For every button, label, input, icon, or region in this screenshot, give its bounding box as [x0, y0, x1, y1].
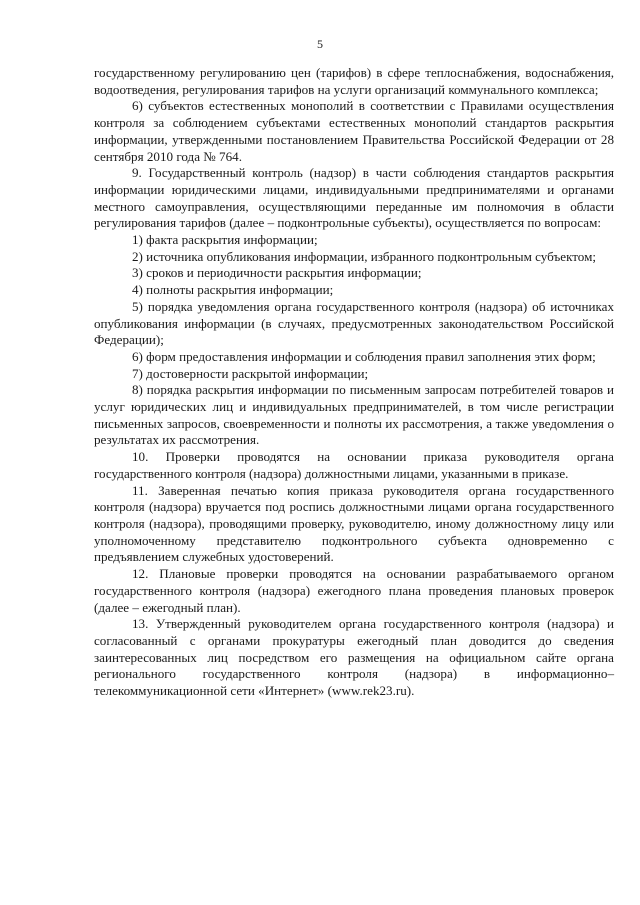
- paragraph-clause-13: 13. Утвержденный руководителем органа государственного контроля (надзора) и согласованный с органами прокуратуры ежегодный план доводится до сведения заинтересованных лиц посредством его размещения на официальном сайте органа регионального государственного контроля (надзора) в информационно–телекоммуникационной сети «Интернет» (www.rek23.ru).: [94, 616, 614, 699]
- list-item-7: 7) достоверности раскрытой информации;: [132, 365, 369, 381]
- paragraph-clause-9: 9. Государственный контроль (надзор) в части соблюдения стандартов раскрытия информации юридическими лицами, индивидуальными предпринимателями и органами местного самоуправления, осуществляющими переданные им полномочия в области регулирования тарифов (далее – подконтрольные субъекты), осуществляется по вопросам:: [94, 165, 614, 231]
- paragraph-item-6: 6) субъектов естественных монополий в соответствии с Правилами осуществления контроля за соблюдением субъектами естественных монополий стандартов раскрытия информации, утвержденными постановлением Правительства Российской Федерации от 28 сентября 2010 года № 764.: [94, 98, 614, 164]
- list-item-4: 4) полноты раскрытия информации;: [132, 282, 334, 298]
- list-item-1: 1) факта раскрытия информации;: [132, 232, 318, 248]
- paragraph-clause-10: 10. Проверки проводятся на основании приказа руководителя органа государственного контроля (надзора) должностными лицами, указанными в приказе.: [94, 449, 614, 481]
- list-item-5: 5) порядка уведомления органа государственного контроля (надзора) об источниках опубликования информации (в случаях, предусмотренных законодательством Российской Федерации);: [94, 298, 614, 348]
- list-item-6: 6) форм предоставления информации и соблюдения правил заполнения этих форм;: [132, 348, 596, 364]
- list-item-8: 8) порядка раскрытия информации по письменным запросам потребителей товаров и услуг юридических лиц и индивидуальных предпринимателей, в том числе регистрации письменных запросов, своевременности и полноты их рассмотрения, а также уведомления о результатах их рассмотрения.: [94, 382, 614, 448]
- document-body: [94, 65, 614, 700]
- list-item-3: 3) сроков и периодичности раскрытия информации;: [132, 265, 422, 281]
- paragraph-clause-12: 12. Плановые проверки проводятся на основании разрабатываемого органом государственного контроля (надзора) ежегодного плана проведения плановых проверок (далее – ежегодный план).: [94, 566, 614, 615]
- list-item-2: 2) источника опубликования информации, избранного подконтрольным субъектом;: [132, 248, 597, 264]
- paragraph-clause-11: 11. Заверенная печатью копия приказа руководителя органа государственного контроля (надзора) вручается под роспись должностными лицами органа государственного контроля (надзора), проводящими проверку, руководителю, иному должностному лицу или уполномоченному представителю подконтрольного субъекта одновременно с предъявлением служебных удостоверений.: [94, 482, 614, 565]
- paragraph-continuation: государственному регулированию цен (тарифов) в сфере теплоснабжения, водоснабжения, водоотведения, регулирования тарифов на услуги организаций коммунального комплекса;: [94, 65, 614, 97]
- page-number: 5: [317, 37, 323, 51]
